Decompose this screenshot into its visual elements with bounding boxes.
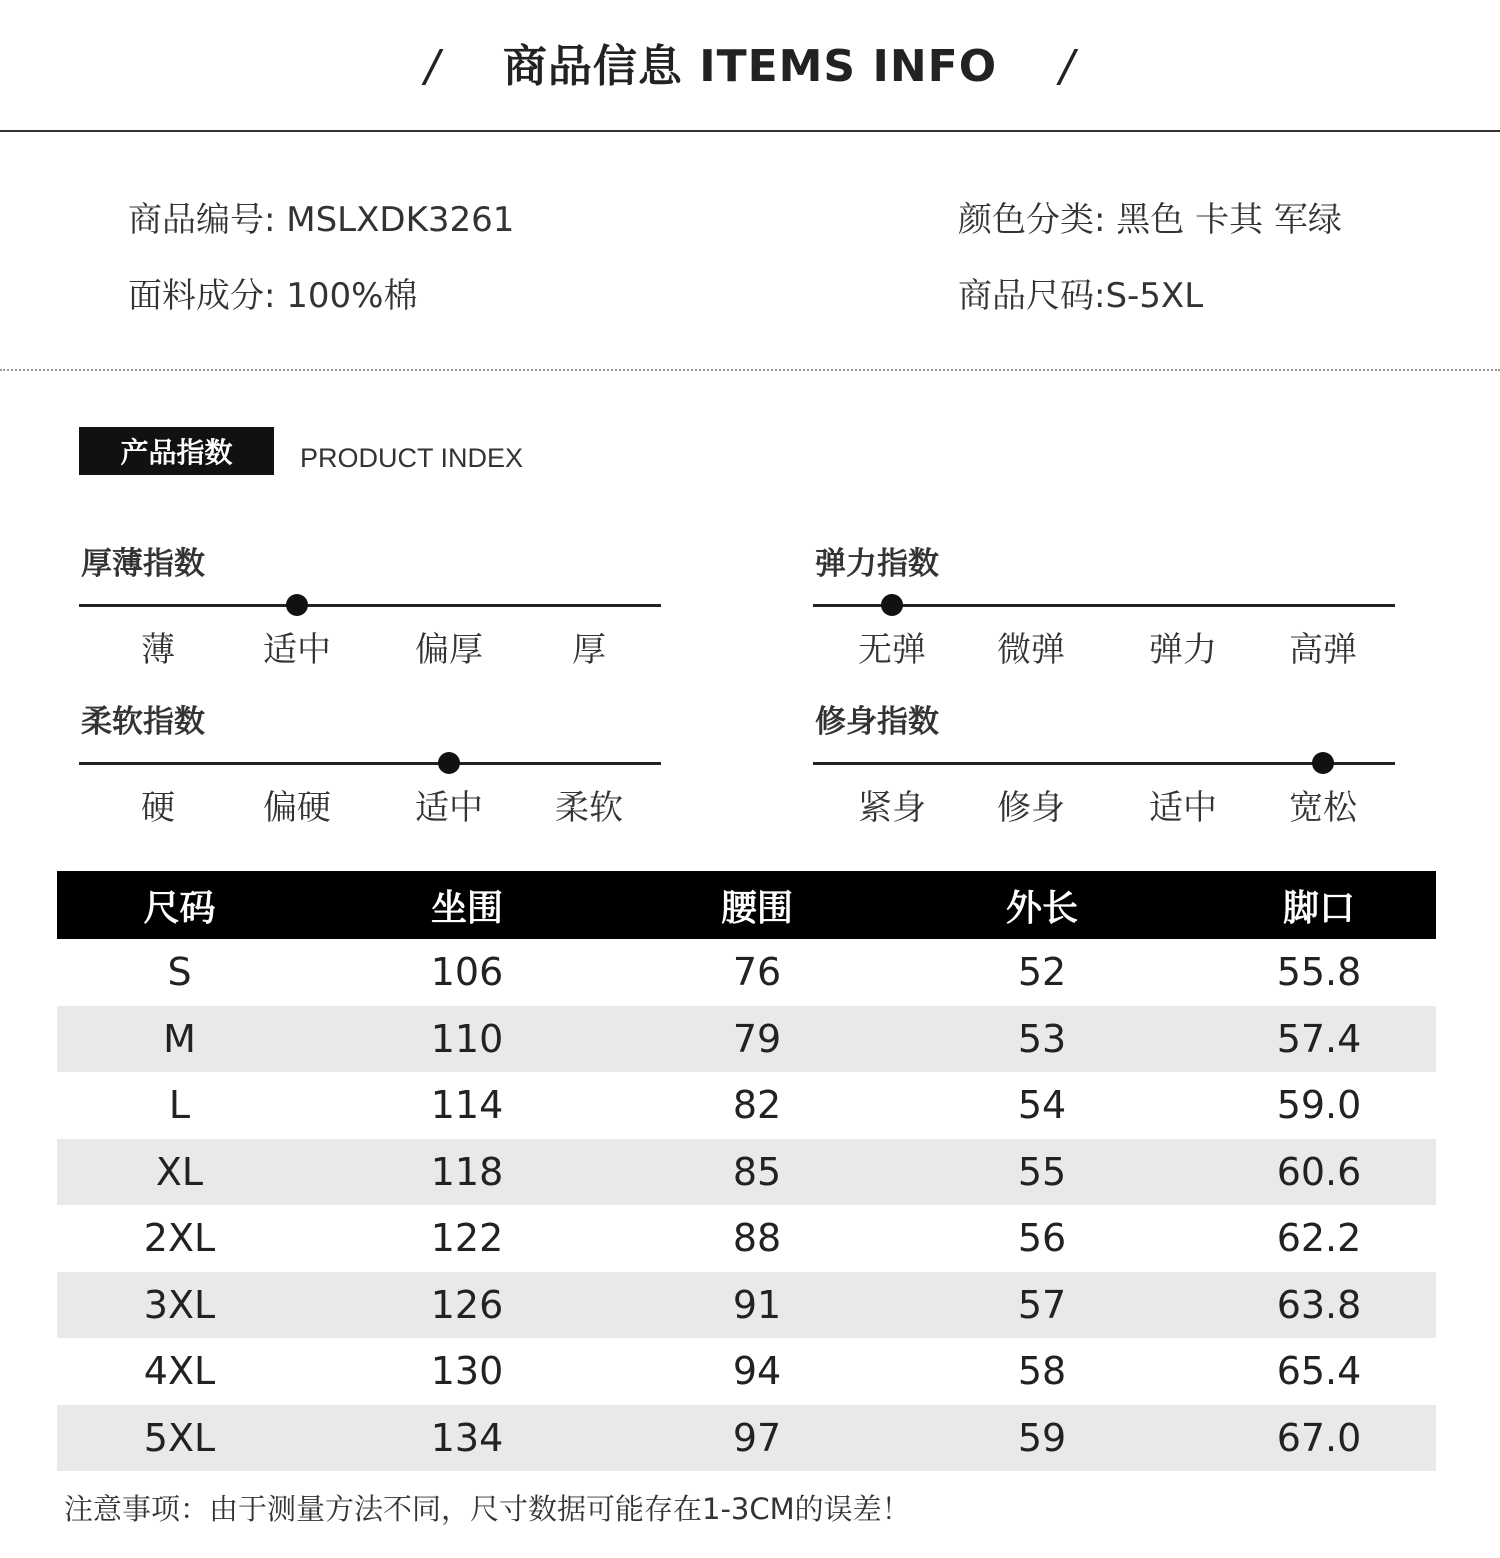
product-index-subtitle: PRODUCT INDEX xyxy=(300,443,524,473)
table-cell: 118 xyxy=(430,1149,504,1194)
table-cell: 126 xyxy=(430,1282,504,1327)
table-cell: 122 xyxy=(430,1216,504,1261)
table-cell: S xyxy=(167,950,192,995)
table-cell: 130 xyxy=(430,1349,504,1394)
table-cell: 62.2 xyxy=(1276,1216,1362,1261)
table-cell: 65.4 xyxy=(1276,1349,1362,1394)
scale-title: 弹力指数 xyxy=(815,546,939,582)
table-cell: 134 xyxy=(430,1415,504,1460)
table-cell: 55 xyxy=(1017,1149,1067,1194)
header-length: 外长 xyxy=(1005,887,1078,929)
table-row xyxy=(57,1205,1436,1272)
table-cell: 59.0 xyxy=(1276,1083,1362,1128)
table-cell: 60.6 xyxy=(1276,1149,1362,1194)
table-row xyxy=(57,1338,1436,1405)
title-slash-right: / xyxy=(1059,41,1076,92)
scale-label: 薄 xyxy=(141,630,175,670)
scale-label: 宽松 xyxy=(1289,788,1357,828)
scale-line xyxy=(79,604,661,607)
scale-label: 偏硬 xyxy=(263,788,331,828)
table-cell: 5XL xyxy=(143,1415,216,1460)
scale-label: 适中 xyxy=(1149,788,1217,828)
header-waist: 腰围 xyxy=(720,887,793,929)
title-slash-left: / xyxy=(424,41,441,92)
table-cell: 110 xyxy=(430,1016,504,1061)
table-row xyxy=(57,1006,1436,1073)
scale-label: 偏厚 xyxy=(415,630,483,670)
size-table-header xyxy=(57,871,1436,939)
scale-label: 高弹 xyxy=(1289,630,1357,670)
item-number: 商品编号: MSLXDK3261 xyxy=(128,200,515,240)
table-cell: 55.8 xyxy=(1276,950,1362,995)
table-cell: XL xyxy=(155,1149,204,1194)
table-cell: 91 xyxy=(732,1282,782,1327)
table-cell: 85 xyxy=(732,1149,782,1194)
table-row xyxy=(57,939,1436,1006)
scale-title: 修身指数 xyxy=(815,704,939,740)
scale-indicator-dot xyxy=(438,752,460,774)
table-row xyxy=(57,1139,1436,1206)
color-options: 颜色分类: 黑色 卡其 军绿 xyxy=(958,200,1342,240)
header-divider xyxy=(0,130,1500,132)
table-cell: 57 xyxy=(1017,1282,1067,1327)
scale-label: 适中 xyxy=(263,630,331,670)
table-cell: 3XL xyxy=(143,1282,216,1327)
scale-title: 厚薄指数 xyxy=(81,546,205,582)
table-cell: 88 xyxy=(732,1216,782,1261)
scale-line xyxy=(79,762,661,765)
header-leg-opening: 脚口 xyxy=(1282,887,1355,929)
table-cell: 94 xyxy=(732,1349,782,1394)
table-cell: L xyxy=(168,1083,191,1128)
size-table xyxy=(57,871,1436,1471)
scale-indicator-dot xyxy=(286,594,308,616)
table-cell: 114 xyxy=(430,1083,504,1128)
table-cell: 54 xyxy=(1017,1083,1067,1128)
size-table-body xyxy=(57,939,1436,1471)
scale-label: 无弹 xyxy=(858,630,926,670)
table-cell: 58 xyxy=(1017,1349,1067,1394)
scale-label: 硬 xyxy=(141,788,175,828)
table-cell: 52 xyxy=(1017,950,1067,995)
header-hip: 坐围 xyxy=(430,887,503,929)
table-cell: 82 xyxy=(732,1083,782,1128)
table-cell: 59 xyxy=(1017,1415,1067,1460)
scale-title: 柔软指数 xyxy=(81,704,205,740)
scale-label: 微弹 xyxy=(997,630,1065,670)
product-index-badge: 产品指数 xyxy=(79,427,274,475)
info-divider xyxy=(0,369,1500,371)
scale-line xyxy=(813,762,1395,765)
scale-indicator-dot xyxy=(1312,752,1334,774)
scale-label: 紧身 xyxy=(858,788,926,828)
scale-label: 弹力 xyxy=(1149,630,1217,670)
table-cell: 4XL xyxy=(143,1349,216,1394)
table-row xyxy=(57,1072,1436,1139)
scale-label: 厚 xyxy=(572,630,606,670)
table-cell: 106 xyxy=(430,950,504,995)
table-cell: M xyxy=(163,1016,196,1061)
scale-indicator-dot xyxy=(881,594,903,616)
scale-label: 适中 xyxy=(415,788,483,828)
table-cell: 79 xyxy=(732,1016,782,1061)
table-cell: 67.0 xyxy=(1276,1415,1362,1460)
table-cell: 53 xyxy=(1017,1016,1067,1061)
page-title xyxy=(0,30,1500,94)
table-row xyxy=(57,1272,1436,1339)
table-row xyxy=(57,1405,1436,1472)
table-cell: 97 xyxy=(732,1415,782,1460)
table-cell: 76 xyxy=(732,950,782,995)
scale-label: 修身 xyxy=(997,788,1065,828)
fabric-composition: 面料成分: 100%棉 xyxy=(128,276,418,316)
table-cell: 2XL xyxy=(143,1216,216,1261)
scale-label: 柔软 xyxy=(555,788,623,828)
table-cell: 63.8 xyxy=(1276,1282,1362,1327)
table-cell: 57.4 xyxy=(1276,1016,1362,1061)
header-size: 尺码 xyxy=(143,887,216,929)
measurement-note: 注意事项：由于测量方法不同，尺寸数据可能存在1-3CM的误差！ xyxy=(64,1492,911,1526)
size-range: 商品尺码:S-5XL xyxy=(958,276,1204,316)
title-text: 商品信息 ITEMS INFO xyxy=(502,41,998,92)
table-cell: 56 xyxy=(1017,1216,1067,1261)
